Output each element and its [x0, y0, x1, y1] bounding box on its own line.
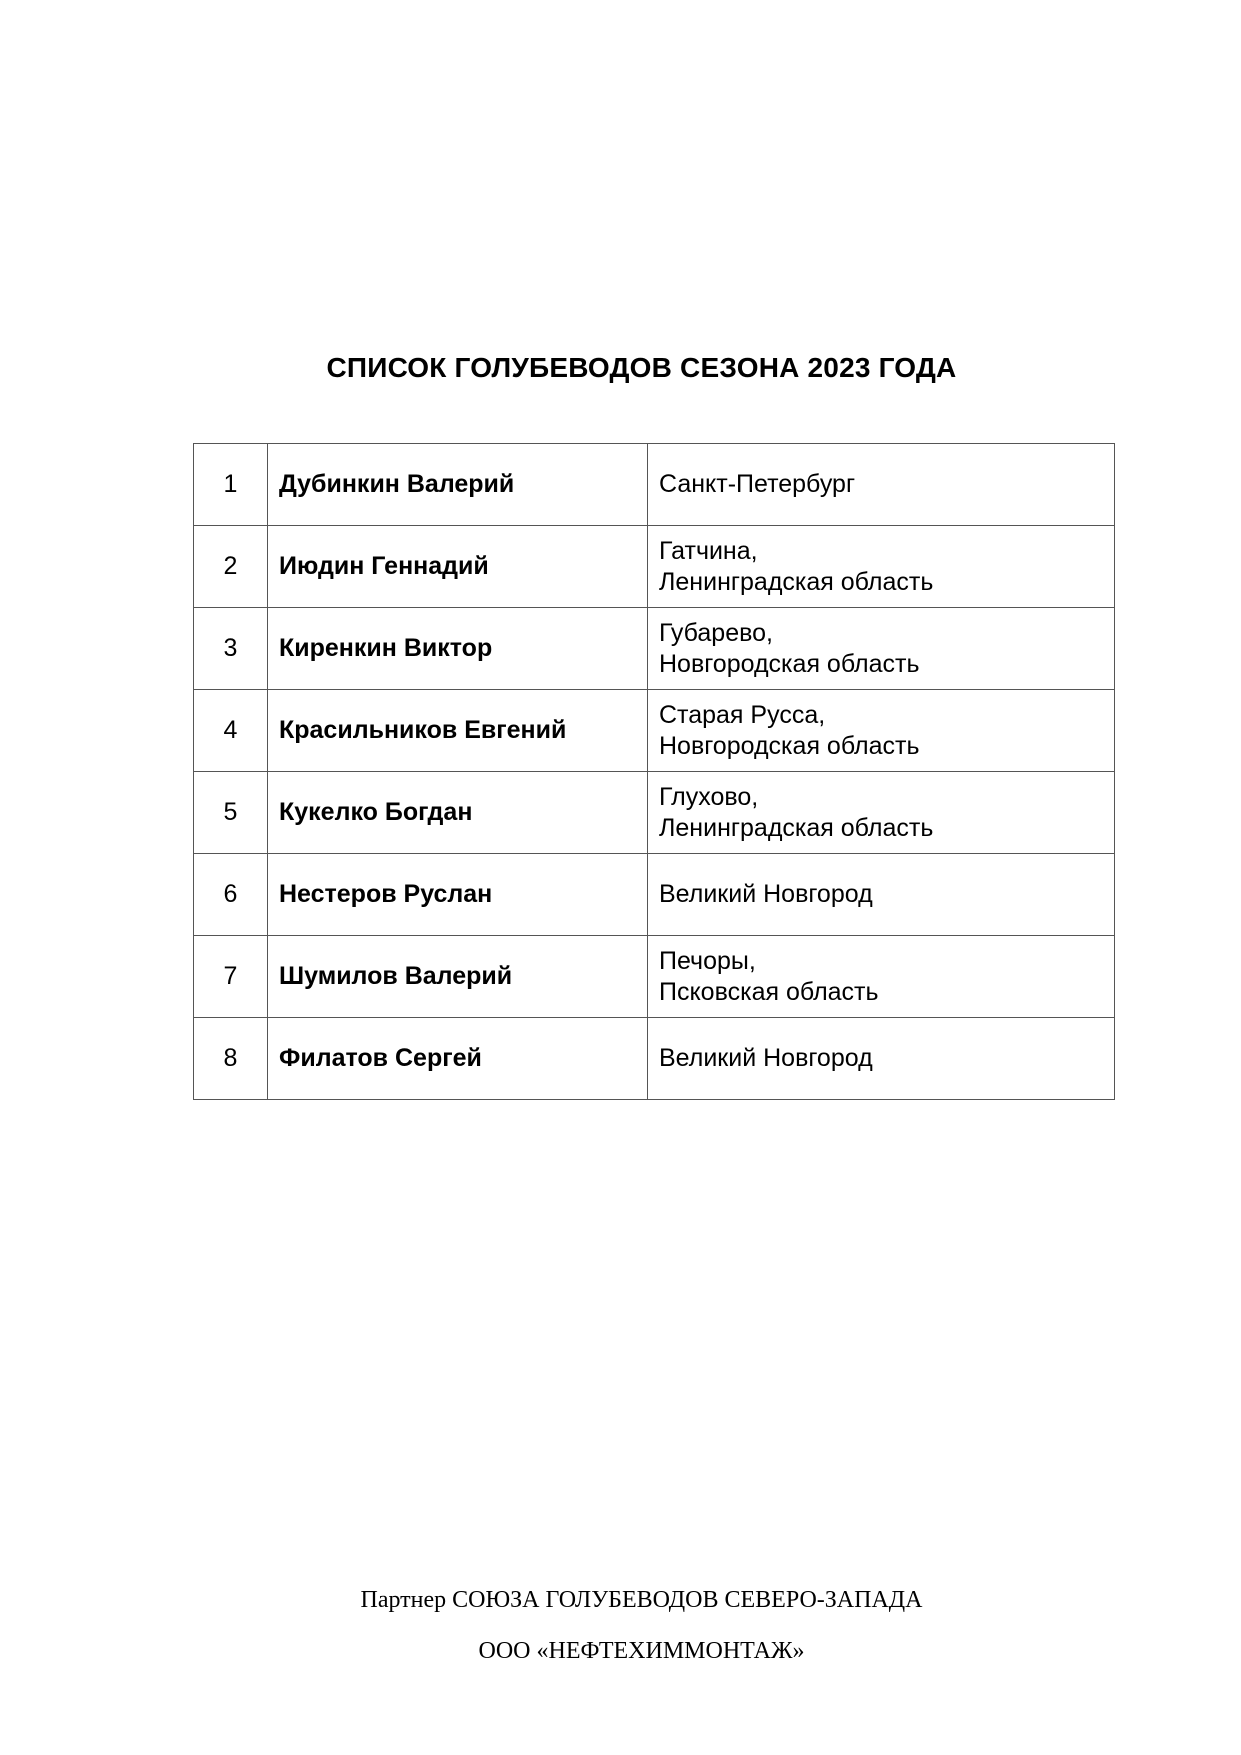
- row-number: 6: [194, 854, 268, 936]
- row-number: 3: [194, 608, 268, 690]
- table-row: [194, 526, 1115, 608]
- row-number: 1: [194, 444, 268, 526]
- roster-table: [193, 443, 1115, 1100]
- table-row: [194, 608, 1115, 690]
- table-row: [194, 854, 1115, 936]
- breeder-location: [648, 608, 1115, 690]
- breeder-name: Дубинкин Валерий: [268, 444, 648, 526]
- location-line: Старая Русса,: [659, 700, 826, 729]
- breeder-name: Киренкин Виктор: [268, 608, 648, 690]
- footer-company: ООО «НЕФТЕХИММОНТАЖ»: [478, 1638, 805, 1664]
- breeder-location: [648, 690, 1115, 772]
- row-number: 4: [194, 690, 268, 772]
- location-line: Ленинградская область: [659, 567, 934, 596]
- row-number: 7: [194, 936, 268, 1018]
- page-title: СПИСОК ГОЛУБЕВОДОВ СЕЗОНА 2023 ГОДА: [326, 352, 957, 383]
- breeder-location: [648, 854, 1115, 936]
- location-line: Губарево,: [659, 618, 773, 647]
- location-line: Псковская область: [659, 977, 879, 1006]
- table-row: [194, 936, 1115, 1018]
- breeder-name: Кукелко Богдан: [268, 772, 648, 854]
- breeder-name: Филатов Сергей: [268, 1018, 648, 1100]
- table-row: [194, 772, 1115, 854]
- location-line: Печоры,: [659, 946, 756, 975]
- row-number: 8: [194, 1018, 268, 1100]
- breeder-location: [648, 444, 1115, 526]
- location-line: Глухово,: [659, 782, 759, 811]
- location-line: Великий Новгород: [659, 1044, 873, 1072]
- location-line: Новгородская область: [659, 649, 920, 678]
- location-line: Новгородская область: [659, 731, 920, 760]
- location-line: Гатчина,: [659, 536, 758, 565]
- breeder-name: Красильников Евгений: [268, 690, 648, 772]
- breeder-name: Июдин Геннадий: [268, 526, 648, 608]
- breeder-location: [648, 936, 1115, 1018]
- breeder-location: [648, 772, 1115, 854]
- breeder-name: Нестеров Руслан: [268, 854, 648, 936]
- location-line: Ленинградская область: [659, 813, 934, 842]
- location-line: Великий Новгород: [659, 880, 873, 908]
- breeder-name: Шумилов Валерий: [268, 936, 648, 1018]
- location-line: Санкт-Петербург: [659, 470, 856, 498]
- table-row: [194, 444, 1115, 526]
- row-number: 2: [194, 526, 268, 608]
- table-row: [194, 690, 1115, 772]
- breeder-location: [648, 1018, 1115, 1100]
- table-row: [194, 1018, 1115, 1100]
- breeder-location: [648, 526, 1115, 608]
- row-number: 5: [194, 772, 268, 854]
- footer-partner: Партнер СОЮЗА ГОЛУБЕВОДОВ СЕВЕРО-ЗАПАДА: [360, 1587, 923, 1613]
